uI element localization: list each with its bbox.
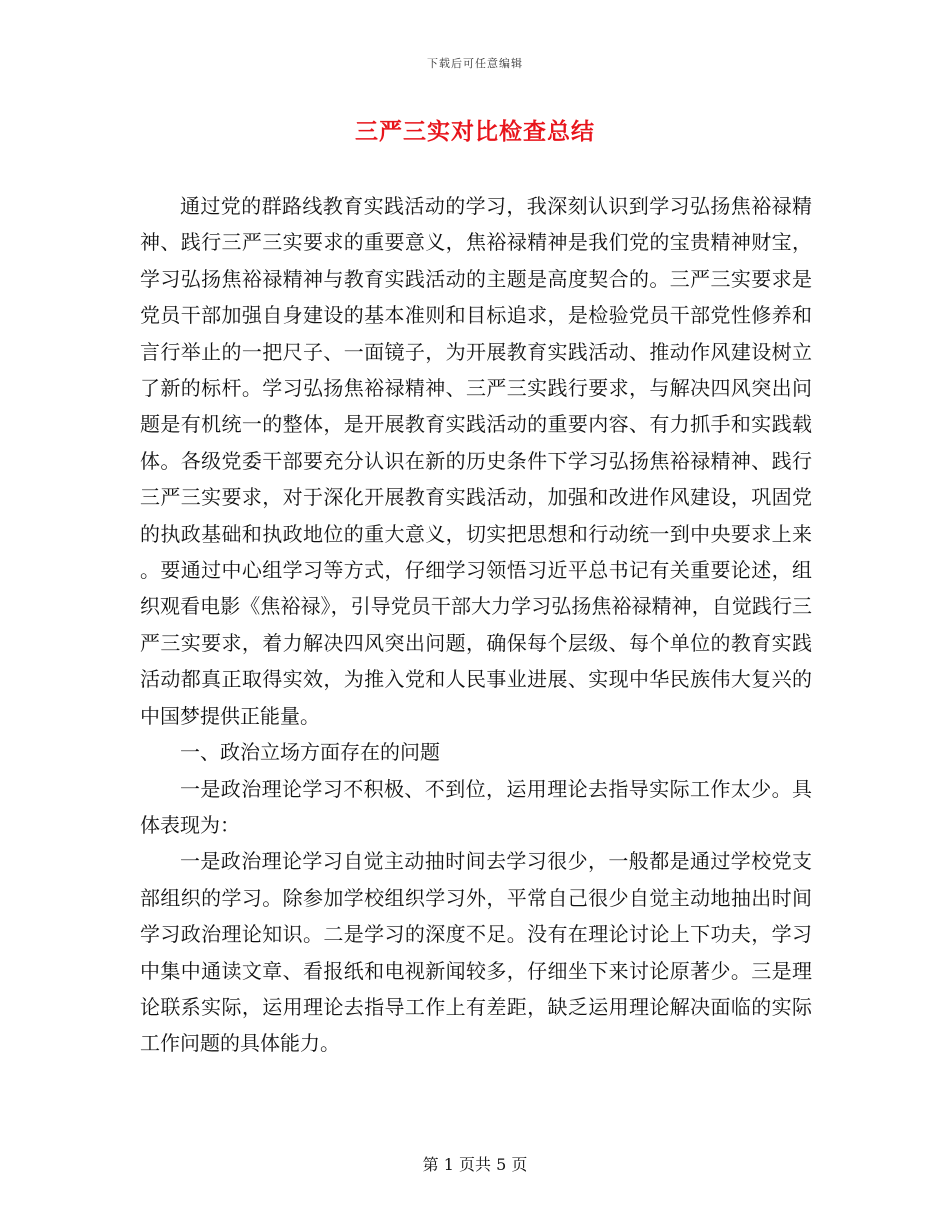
page-number-footer: 第 1 页共 5 页 (422, 1155, 528, 1174)
document-body (140, 188, 812, 1062)
body-paragraph-intro: 通过党的群路线教育实践活动的学习，我深刻认识到学习弘扬焦裕禄精神、践行三严三实要求的重要意义，焦裕禄精神是我们党的宝贵精神财宝，学习弘扬焦裕禄精神与教育实践活动的主题是高度契合的。三严三实要求是党员干部加强自身建设的基本准则和目标追求，是检验党员干部党性修养和言行举止的一把尺子、一面镜子，为开展教育实践活动、推动作风建设树立了新的标杆。学习弘扬焦裕禄精神、三严三实践行要求，与解决四风突出问题是有机统一的整体，是开展教育实践活动的重要内容、有力抓手和实践载体。各级党委干部要充分认识在新的历史条件下学习弘扬焦裕禄精神、践行三严三实要求，对于深化开展教育实践活动，加强和改进作风建设，巩固党的执政基础和执政地位的重大意义，切实把思想和行动统一到中央要求上来。要通过中心组学习等方式，仔细学习领悟习近平总书记有关重要论述，组织观看电影《焦裕禄》，引导党员干部大力学习弘扬焦裕禄精神，自觉践行三严三实要求，着力解决四风突出问题，确保每个层级、每个单位的教育实践活动都真正取得实效，为推入党和人民事业进展、实现中华民族伟大复兴的中国梦提供正能量。 (140, 194, 812, 728)
body-paragraph-problem-details: 一是政治理论学习自觉主动抽时间去学习很少，一般都是通过学校党支部组织的学习。除参加学校组织学习外，平常自己很少自觉主动地抽出时间学习政治理论知识。二是学习的深度不足。没有在理论讨论上下功夫，学习中集中通读文章、看报纸和电视新闻较多，仔细坐下来讨论原著少。三是理论联系实际，运用理论去指导工作上有差距，缺乏运用理论解决面临的实际工作问题的具体能力。 (140, 849, 812, 1056)
document-title: 三严三实对比检查总结 (355, 118, 595, 145)
section-heading-political-stance: 一、政治立场方面存在的问题 (180, 740, 440, 765)
body-paragraph-problem-summary: 一是政治理论学习不积极、不到位，运用理论去指导实际工作太少。具体表现为： (140, 776, 812, 837)
page-header-note: 下载后可任意编辑 (427, 57, 523, 70)
